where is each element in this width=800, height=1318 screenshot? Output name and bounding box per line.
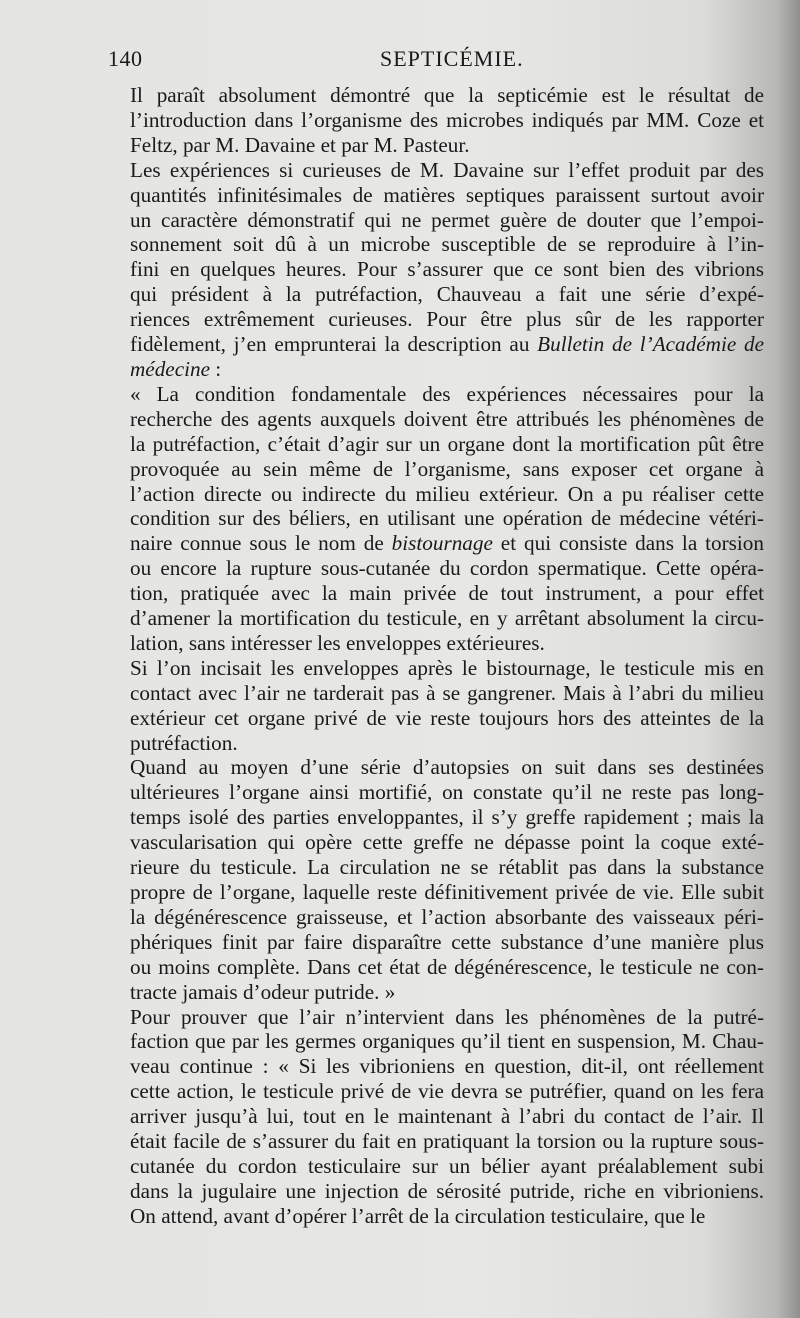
- text-line: tracte jamais d’odeur putride. »: [130, 979, 396, 1004]
- text-line: l’introduction dans l’organisme des microbes indiqués par MM. Coze et: [130, 107, 764, 132]
- page-number: 140: [108, 46, 143, 71]
- text-line: ultérieures l’organe ainsi mortifié, on constate qu’il ne reste pas long-: [130, 780, 764, 805]
- text-line: l’action directe ou indirecte du milieu extérieur. On a pu réaliser cette: [130, 481, 764, 506]
- text-line: « La condition fondamentale des expériences nécessaires pour la: [130, 381, 764, 406]
- text-line: Quand au moyen d’une série d’autopsies on suit dans ses destinées: [130, 755, 764, 780]
- text-line: lation, sans intéresser les enveloppes extérieures.: [130, 630, 545, 655]
- running-title: SEPTICÉMIE.: [380, 46, 524, 71]
- paragraph: [106, 656, 764, 756]
- text-line: temps isolé des parties enveloppantes, il s’y greffe rapidement ; mais la: [130, 805, 764, 830]
- text-line: condition sur des béliers, en utilisant une opération de médecine vétéri-: [130, 506, 764, 531]
- text-line: quantités infinitésimales de matières septiques paraissent surtout avoir: [130, 182, 764, 207]
- paragraph: [106, 83, 764, 158]
- text-line: riences extrêmement curieuses. Pour être plus sûr de les rapporter: [130, 307, 764, 332]
- text-line: Pour prouver que l’air n’intervient dans les phénomènes de la putré-: [130, 1004, 764, 1029]
- text-line: médecine :: [130, 356, 222, 381]
- text-line: contact avec l’air ne tarderait pas à se gangrener. Mais à l’abri du milieu: [130, 680, 764, 705]
- text-line: Les expériences si curieuses de M. Davaine sur l’effet produit par des: [130, 157, 764, 182]
- text-line: sonnement soit dû à un microbe susceptible de se reproduire à l’in-: [130, 232, 764, 257]
- text-line: tion, pratiquée avec la main privée de tout instrument, a pour effet: [130, 581, 764, 606]
- text-line: qui président à la putréfaction, Chauveau a fait une série d’expé-: [130, 282, 764, 307]
- text-line: extérieur cet organe privé de vie reste toujours hors des atteintes de la: [130, 705, 764, 730]
- page-header: [108, 46, 760, 76]
- text-line: était facile de s’assurer du fait en pratiquant la torsion ou la rupture sous-: [130, 1129, 764, 1154]
- text-line: rieure du testicule. La circulation ne se rétablit pas dans la substance: [130, 855, 764, 880]
- text-line: faction que par les germes organiques qu’il tient en suspension, M. Chau-: [130, 1029, 764, 1054]
- text-line: la putréfaction, c’était d’agir sur un organe dont la mortification pût être: [130, 431, 764, 456]
- text-line: fini en quelques heures. Pour s’assurer que ce sont bien des vibrions: [130, 257, 764, 282]
- text-line: putréfaction.: [130, 730, 238, 755]
- text-line: recherche des agents auxquels doivent être attribués les phénomènes de: [130, 406, 764, 431]
- paragraph: [106, 755, 764, 1004]
- text-line: d’amener la mortification du testicule, en y arrêtant absolument la circu-: [130, 606, 764, 631]
- text-line: veau continue : « Si les vibrioniens en question, dit-il, ont réellement: [130, 1054, 764, 1079]
- text-line: dans la jugulaire une injection de sérosité putride, riche en vibrioniens.: [130, 1178, 764, 1203]
- text-line: propre de l’organe, laquelle reste définitivement privée de vie. Elle subit: [130, 880, 764, 904]
- text-line: phériques finit par faire disparaître cette substance d’une manière plus: [130, 929, 764, 954]
- text-line: la dégénérescence graisseuse, et l’action absorbante des vaisseaux péri-: [130, 904, 764, 929]
- paragraph: [106, 1005, 764, 1229]
- paragraph: [106, 158, 764, 382]
- text-line: cette action, le testicule privé de vie devra se putréfier, quand on les fera: [130, 1079, 764, 1104]
- text-line: cutanée du cordon testiculaire sur un bélier ayant préalablement subi: [130, 1153, 764, 1178]
- text-line: fidèlement, j’en emprunterai la description au Bulletin de l’Académie de: [130, 332, 764, 357]
- text-line: arriver jusqu’à lui, tout en le maintenant à l’abri du contact de l’air. Il: [130, 1104, 764, 1129]
- text-line: Si l’on incisait les enveloppes après le bistournage, le testicule mis en: [130, 655, 764, 680]
- text-line: provoquée au sein même de l’organisme, sans exposer cet organe à: [130, 456, 764, 481]
- text-line: Feltz, par M. Davaine et par M. Pasteur.: [130, 132, 470, 157]
- paragraph: [106, 382, 764, 656]
- text-line: On attend, avant d’opérer l’arrêt de la circulation testiculaire, que le: [130, 1203, 706, 1228]
- body-text: [106, 83, 764, 1229]
- text-line: un caractère démonstratif qui ne permet guère de douter que l’empoi-: [130, 207, 764, 232]
- text-line: ou encore la rupture sous-cutanée du cordon spermatique. Cette opéra-: [130, 556, 764, 581]
- text-line: vascularisation qui opère cette greffe ne dépasse point la coque exté-: [130, 830, 764, 855]
- text-line: Il paraît absolument démontré que la septicémie est le résultat de: [130, 83, 764, 107]
- text-line: naire connue sous le nom de bistournage et qui consiste dans la torsion: [130, 531, 764, 556]
- text-line: ou moins complète. Dans cet état de dégénérescence, le testicule ne con-: [130, 954, 764, 979]
